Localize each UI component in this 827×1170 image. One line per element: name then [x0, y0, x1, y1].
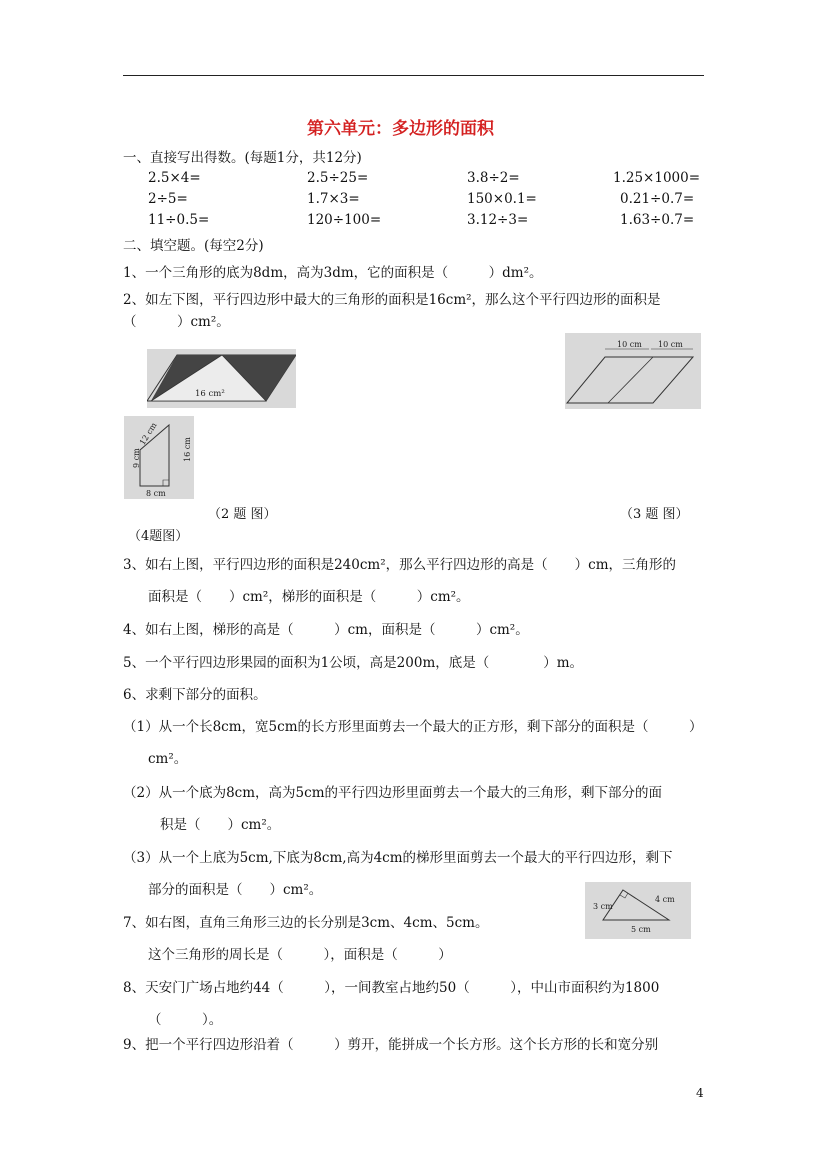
svg-text:10 cm: 10 cm	[617, 340, 642, 349]
calc-cell: 2÷5=	[148, 191, 188, 207]
section1-heading: 一、直接写出得数。(每题1分，共12分)	[123, 150, 362, 166]
calc-cell: 11÷0.5=	[148, 212, 210, 228]
figure-2-parallelogram	[147, 349, 296, 408]
question-3-line2: 面积是（ ）cm²，梯形的面积是（ ）cm²。	[148, 589, 470, 605]
figure-7-right-triangle	[585, 882, 691, 939]
question-6-1-line1: （1）从一个长8cm，宽5cm的长方形里面剪去一个最大的正方形，剩下部分的面积是（ ）	[123, 719, 703, 735]
calc-cell: 1.7×3=	[307, 191, 360, 207]
calc-cell: 3.8÷2=	[467, 170, 520, 186]
figure-4-trapezoid	[124, 416, 194, 499]
question-3-line1: 3、如右上图，平行四边形的面积是240cm²，那么平行四边形的高是（ ）cm，三角形的	[123, 557, 676, 573]
figure-2-caption: （2 题 图）	[208, 507, 277, 522]
svg-text:3 cm: 3 cm	[593, 902, 613, 911]
question-8-line1: 8、天安门广场占地约44（ ），一间教室占地约50（ ），中山市面积约为1800	[123, 980, 660, 996]
svg-text:12 cm: 12 cm	[137, 420, 159, 447]
svg-text:5 cm: 5 cm	[631, 925, 651, 934]
svg-text:9 cm: 9 cm	[132, 448, 141, 468]
question-4: 4、如右上图，梯形的高是（ ）cm，面积是（ ）cm²。	[123, 622, 529, 638]
calc-cell: 2.5×4=	[148, 170, 201, 186]
calc-cell: 150×0.1=	[467, 191, 537, 207]
question-6: 6、求剩下部分的面积。	[123, 687, 267, 703]
question-5: 5、一个平行四边形果园的面积为1公顷，高是200m，底是（ ）m。	[123, 655, 584, 671]
svg-text:4 cm: 4 cm	[655, 895, 675, 904]
calc-cell: 1.63÷0.7=	[620, 212, 695, 228]
calc-cell: 0.21÷0.7=	[620, 191, 695, 207]
calc-cell: 120÷100=	[307, 212, 382, 228]
svg-text:16 cm: 16 cm	[183, 437, 192, 462]
calc-cell: 3.12÷3=	[467, 212, 529, 228]
svg-text:10 cm: 10 cm	[658, 340, 683, 349]
figure-3-caption: （3 题 图）	[620, 507, 689, 522]
question-9: 9、把一个平行四边形沿着（ ）剪开，能拼成一个长方形。这个长方形的长和宽分别	[123, 1037, 659, 1053]
question-7-line2: 这个三角形的周长是（ ），面积是（ ）	[148, 947, 452, 963]
figure-3-parallelogram	[565, 333, 701, 409]
fig2-area-label: 16 cm²	[195, 389, 225, 399]
figure-4-caption: （4题图）	[128, 529, 189, 544]
question-7-line1: 7、如右图，直角三角形三边的长分别是3cm、4cm、5cm。	[123, 915, 489, 931]
question-6-3-line1: （3）从一个上底为5cm,下底为8cm,高为4cm的梯形里面剪去一个最大的平行四边形，剩下	[123, 850, 673, 866]
question-2-line1: 2、如左下图，平行四边形中最大的三角形的面积是16cm²，那么这个平行四边形的面积是	[123, 292, 661, 308]
calc-cell: 2.5÷25=	[307, 170, 369, 186]
question-1: 1、一个三角形的底为8dm，高为3dm，它的面积是（ ）dm²。	[123, 265, 543, 281]
section2-heading: 二、填空题。(每空2分)	[123, 238, 264, 254]
page-title: 第六单元：多边形的面积	[307, 119, 494, 139]
question-6-1-line2: cm²。	[148, 751, 188, 767]
svg-text:8 cm: 8 cm	[146, 489, 166, 498]
question-6-2-line1: （2）从一个底为8cm，高为5cm的平行四边形里面剪去一个最大的三角形，剩下部分的面	[123, 785, 662, 801]
calc-cell: 1.25×1000=	[613, 170, 701, 186]
header-rule	[123, 75, 704, 76]
question-2-line2: （ ）cm²。	[123, 314, 230, 330]
question-6-2-line2: 积是（ ）cm²。	[160, 817, 281, 833]
question-6-3-line2: 部分的面积是（ ）cm²。	[148, 882, 323, 898]
page-number: 4	[696, 1086, 704, 1100]
question-8-line2: （ ）。	[148, 1012, 223, 1028]
